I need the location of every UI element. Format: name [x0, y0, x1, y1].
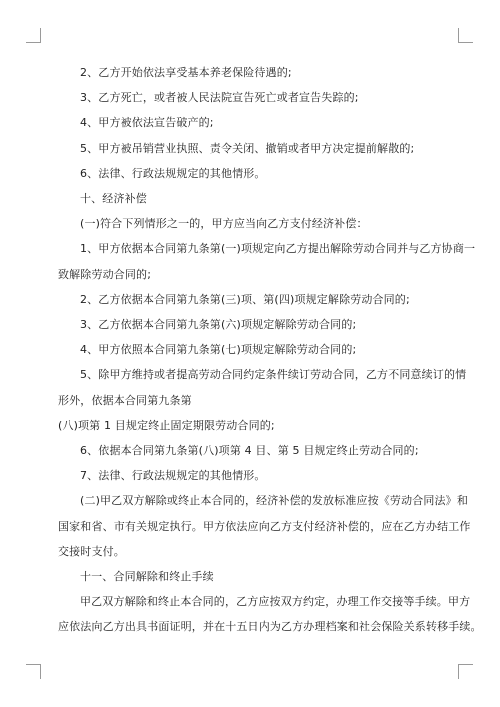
paragraph-line: 5、除甲方维持或者提高劳动合同约定条件续订劳动合同，乙方不同意续订的情 — [80, 368, 467, 382]
crop-mark-top-left — [26, 28, 41, 43]
paragraph-line: 致解除劳动合同的; — [58, 267, 152, 281]
paragraph-compensation-item-5 — [58, 362, 467, 412]
paragraph-compensation-item-7: 7、法律、行政法规规定的其他情形。 — [80, 469, 266, 483]
section-heading-economic-compensation: 十、经济补偿 — [80, 192, 147, 206]
paragraph-compensation-item-1 — [58, 236, 476, 286]
paragraph-item-2-pension: 2、乙方开始依法享受基本养老保险待遇的; — [80, 66, 292, 79]
paragraph-item-6-other: 6、法律、行政法规规定的其他情形。 — [80, 166, 266, 180]
crop-mark-bottom-left — [26, 664, 41, 679]
section-heading-termination-procedures: 十一、合同解除和终止手续 — [80, 570, 214, 584]
paragraph-item-4-bankruptcy: 4、甲方被依法宣告破产的; — [80, 116, 214, 130]
paragraph-compensation-item-5-continued: (八)项第 1 目规定终止固定期限劳动合同的; — [58, 418, 275, 432]
paragraph-line: 形外，依据本合同第九条第 — [58, 393, 192, 407]
paragraph-termination-procedures — [58, 589, 482, 639]
paragraph-line: (二)甲乙双方解除或终止本合同的，经济补偿的发放标准应按《劳动合同法》和 — [80, 494, 468, 508]
document-body — [58, 60, 482, 640]
paragraph-item-5-license-revoked: 5、甲方被吊销营业执照、责令关闭、撤销或者甲方决定提前解散的; — [80, 141, 415, 155]
paragraph-line: 1、甲方依据本合同第九条第(一)项规定向乙方提出解除劳动合同并与乙方协商一 — [80, 242, 476, 256]
paragraph-compensation-standard — [58, 488, 471, 564]
paragraph-compensation-intro: (一)符合下列情形之一的，甲方应当向乙方支付经济补偿： — [80, 217, 368, 231]
paragraph-line: 应依法向乙方出具书面证明，并在十五日内为乙方办理档案和社会保险关系转移手续。 — [58, 620, 482, 634]
paragraph-compensation-item-3: 3、乙方依据本合同第九条第(六)项规定解除劳动合同的; — [80, 318, 357, 332]
paragraph-compensation-item-2: 2、乙方依据本合同第九条第(三)项、第(四)项规定解除劳动合同的; — [80, 292, 410, 306]
paragraph-line: 甲乙双方解除和终止本合同的，乙方应按双方约定，办理工作交接等手续。甲方 — [80, 595, 471, 609]
paragraph-item-3-death: 3、乙方死亡，或者被人民法院宣告死亡或者宣告失踪的; — [80, 91, 359, 105]
paragraph-line: 交接时支付。 — [58, 544, 125, 558]
paragraph-compensation-item-6: 6、依据本合同第九条第(八)项第 4 目、第 5 目规定终止劳动合同的; — [80, 444, 419, 458]
paragraph-compensation-item-4: 4、甲方依照本合同第九条第(七)项规定解除劳动合同的; — [80, 343, 357, 357]
crop-mark-bottom-right — [458, 664, 473, 679]
paragraph-line: 国家和省、市有关规定执行。甲方依法应向乙方支付经济补偿的，应在乙方办结工作 — [58, 519, 471, 533]
crop-mark-top-right — [458, 28, 473, 43]
